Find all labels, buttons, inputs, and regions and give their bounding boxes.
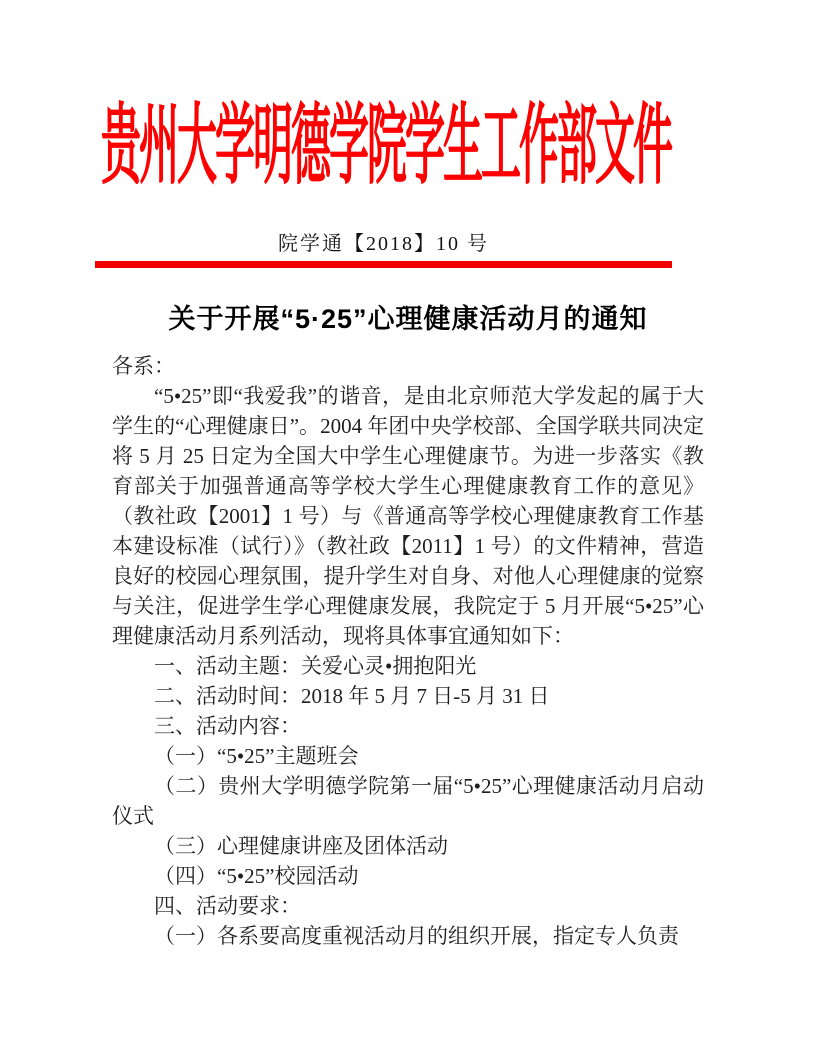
salutation: 各系： bbox=[112, 354, 175, 378]
document-body bbox=[112, 351, 704, 951]
list-subitem-requirement-1: （一）各系要高度重视活动月的组织开展，指定专人负责 bbox=[154, 924, 679, 948]
list-item-theme: 一、活动主题：关爱心灵•拥抱阳光 bbox=[154, 654, 477, 678]
list-subitem-campus-activity: （四）“5•25”校园活动 bbox=[154, 864, 359, 888]
list-subitem-opening-ceremony: （二）贵州大学明德学院第一届“5•25”心理健康活动月启动仪式 bbox=[112, 774, 704, 828]
red-divider-rule bbox=[95, 261, 672, 268]
document-title: 关于开展“5·25”心理健康活动月的通知 bbox=[168, 304, 648, 334]
list-item-requirements: 四、活动要求： bbox=[154, 894, 301, 918]
list-item-time: 二、活动时间：2018 年 5 月 7 日-5 月 31 日 bbox=[154, 684, 550, 708]
intro-paragraph: “5•25”即“我爱我”的谐音，是由北京师范大学发起的属于大学生的“心理健康日”。2004 年团中央学校部、全国学联共同决定将 5 月 25 日定为全国大中学生心理健康节。为进一步落实《教育部关于加强普通高等学校大学生心理健康教育工作的意见》（教社政【2001】1 号）与《普通高等学校心理健康教育工作基本建设标准（试行）》（教社政【2011】1 号）的文件精神，营造良好的校园心理氛围，提升学生对自身、对他人心理健康的觉察与关注，促进学生学心理健康发展，我院定于 5 月开展“5•25”心理健康活动月系列活动，现将具体事宜通知如下： bbox=[112, 384, 704, 648]
doc-number: 院学通【2018】10 号 bbox=[278, 233, 489, 255]
red-masthead-title: 贵州大学明德学院学生工作部文件 bbox=[101, 98, 671, 196]
list-item-content: 三、活动内容： bbox=[154, 714, 301, 738]
list-subitem-class-meeting: （一）“5•25”主题班会 bbox=[154, 744, 359, 768]
list-subitem-lecture: （三）心理健康讲座及团体活动 bbox=[154, 834, 448, 858]
